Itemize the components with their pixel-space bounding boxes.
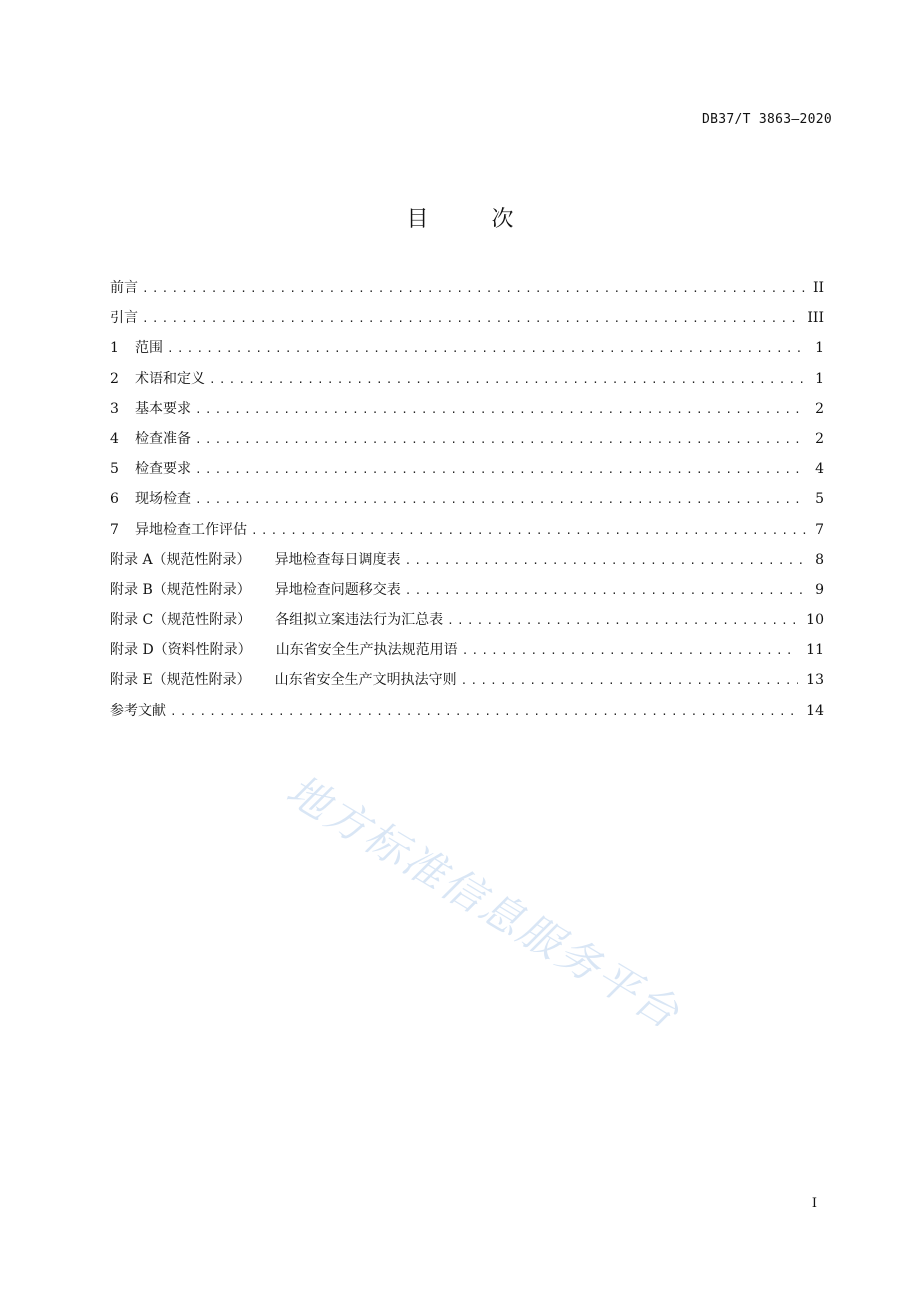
page-number: I [811,1196,817,1211]
toc-entry-number: 4 [110,430,119,447]
toc-entry-number: 7 [110,521,119,538]
toc-appendix-label: 附录 D（资料性附录） [110,642,252,659]
toc-entry-number: 3 [110,400,119,417]
toc-entry-page: II [812,280,824,296]
toc-entry-appendix-d[interactable] [110,639,824,669]
toc-entry-page: 7 [815,521,824,538]
toc-entry-5[interactable] [110,458,824,488]
toc-entry-title: 异地检查问题移交表 [274,581,401,598]
toc-entry-number: 6 [110,491,119,508]
toc-entry-title: 检查要求 [135,461,191,478]
toc-entry-appendix-a[interactable] [110,549,824,579]
toc-entry-2[interactable] [110,368,824,398]
page-title: 目 次 [406,207,542,232]
dot-leader [405,550,806,572]
toc-entry-appendix-e[interactable] [110,669,824,699]
toc-entry-4[interactable] [110,428,824,458]
toc-entry-title: 前言 [110,280,138,296]
toc-entry-page: 11 [806,642,824,659]
toc-entry-page: III [807,310,824,327]
toc-appendix-label: 附录 B（规范性附录） [110,581,251,598]
toc-entry-title: 检查准备 [135,430,191,447]
toc-entry-page: 2 [815,400,824,417]
toc-entry-page: 2 [815,430,824,447]
toc-entry-title: 异地检查每日调度表 [274,551,401,568]
toc-entry-page: 10 [806,612,824,629]
dot-leader [195,459,806,481]
toc-entry-appendix-c[interactable] [110,609,824,639]
toc-entry-foreword[interactable] [110,277,824,307]
toc-entry-page: 4 [815,461,824,478]
toc-entry-page: 1 [815,340,824,357]
toc-entry-title: 各组拟立案违法行为汇总表 [275,612,444,629]
dot-leader [251,520,806,542]
toc-appendix-label: 附录 C（规范性附录） [110,612,252,629]
dot-leader [142,278,805,300]
toc-entry-title: 山东省安全生产执法规范用语 [275,642,458,659]
toc-entry-number: 2 [110,370,119,387]
dot-leader [142,308,799,330]
dot-leader [167,338,806,360]
toc-entry-6[interactable] [110,488,824,518]
toc-entry-page: 9 [815,581,824,598]
toc-entry-title: 基本要求 [135,400,191,417]
dot-leader [405,580,806,602]
toc-entry-title: 参考文献 [110,702,166,719]
toc-entry-page: 8 [815,551,824,568]
toc-entry-title: 术语和定义 [135,370,205,387]
toc-entry-introduction[interactable] [110,307,824,337]
toc-entry-title: 山东省安全生产文明执法守则 [274,672,457,689]
watermark: 地方标准信息服务平台 [278,765,690,1040]
toc-entry-title: 引言 [110,310,138,327]
toc-entry-title: 范围 [135,340,163,357]
dot-leader [195,399,806,421]
dot-leader [195,489,806,511]
toc-entry-appendix-b[interactable] [110,579,824,609]
toc-entry-page: 13 [806,672,824,689]
table-of-contents [110,277,824,730]
toc-entry-7[interactable] [110,519,824,549]
dot-leader [461,670,799,692]
toc-entry-title: 异地检查工作评估 [135,521,247,538]
toc-entry-1[interactable] [110,337,824,367]
dot-leader [170,701,798,723]
dot-leader [209,369,806,391]
document-code: DB37/T 3863—2020 [701,112,832,127]
dot-leader [462,640,798,662]
dot-leader [447,610,798,632]
toc-entry-3[interactable] [110,398,824,428]
toc-entry-title: 现场检查 [135,491,191,508]
toc-appendix-label: 附录 E（规范性附录） [110,672,251,689]
toc-entry-page: 1 [815,370,824,387]
toc-entry-number: 5 [110,461,119,478]
toc-entry-page: 14 [806,702,824,719]
toc-entry-number: 1 [110,340,119,357]
toc-entry-references[interactable] [110,700,824,730]
dot-leader [195,429,806,451]
toc-entry-page: 5 [815,491,824,508]
toc-appendix-label: 附录 A（规范性附录） [110,551,251,568]
